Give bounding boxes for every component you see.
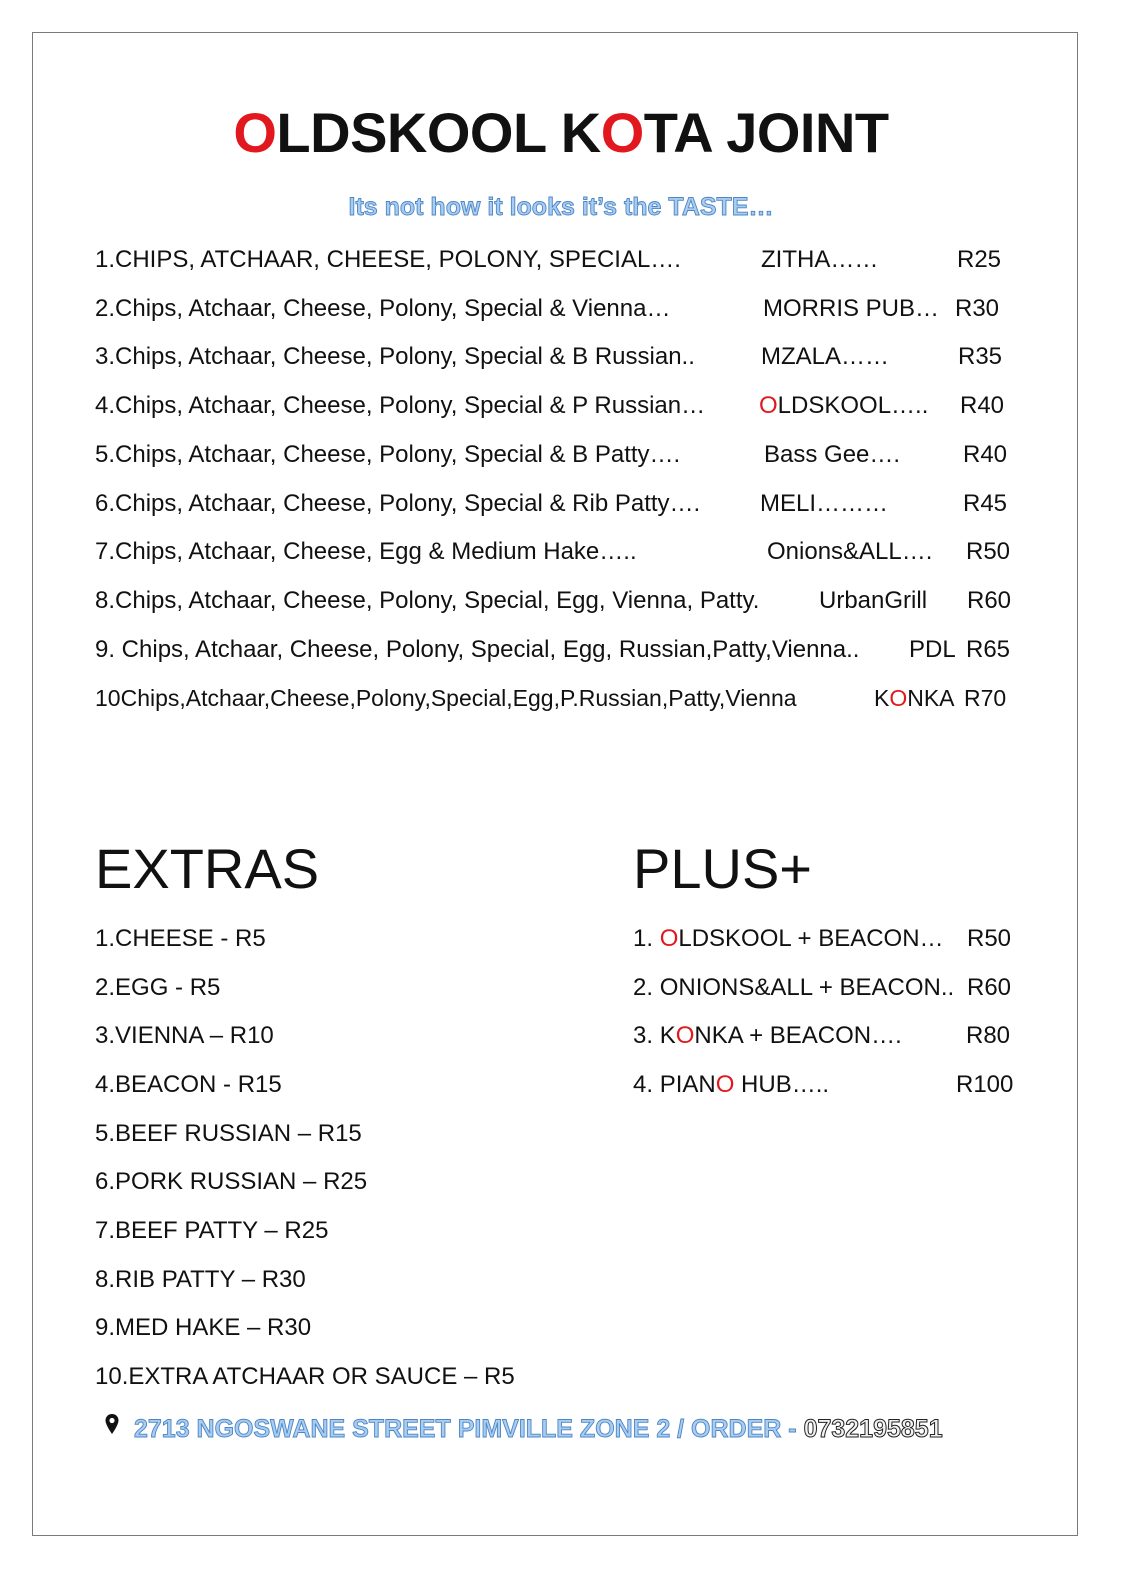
- plus-item-label: [633, 974, 954, 1002]
- plus-item-label: [633, 1022, 902, 1050]
- menu-item-price: R25: [957, 246, 1002, 273]
- title-red-o: O: [233, 101, 277, 164]
- plus-num: 3.: [633, 1022, 660, 1049]
- plus-text: NKA + BEACON….: [694, 1022, 902, 1049]
- menu-item-desc: 9. Chips, Atchaar, Cheese, Polony, Special, Egg, Russian,Patty,Vienna..: [95, 636, 860, 663]
- menu-item-desc: 10Chips,Atchaar,Cheese,Polony,Special,Egg,P.Russian,Patty,Vienna: [95, 685, 797, 711]
- menu-item-desc: 2.Chips, Atchaar, Cheese, Polony, Special & Vienna…: [95, 295, 671, 322]
- extras-item: 6.PORK RUSSIAN – R25: [95, 1168, 368, 1195]
- menu-item-price: R30: [955, 295, 1000, 322]
- plus-text: ONIONS&ALL + BEACON..: [659, 974, 955, 1001]
- menu-item-desc: 5.Chips, Atchaar, Cheese, Polony, Special & B Patty….: [95, 441, 681, 468]
- plus-item-label: [633, 1071, 829, 1099]
- extras-item: 9.MED HAKE – R30: [95, 1314, 312, 1341]
- title-red-o: O: [600, 101, 644, 164]
- menu-item-desc: 7.Chips, Atchaar, Cheese, Egg & Medium Hake…..: [95, 538, 637, 565]
- menu-item-price: R35: [958, 343, 1003, 370]
- tagline: Its not how it looks it’s the TASTE…: [348, 193, 774, 221]
- red-o: O: [715, 1071, 735, 1098]
- red-o: O: [889, 685, 908, 711]
- menu-item-price: R60: [967, 587, 1012, 614]
- extras-item: 5.BEEF RUSSIAN – R15: [95, 1120, 362, 1147]
- menu-item-price: R45: [963, 490, 1008, 517]
- plus-item-price: R80: [966, 1022, 1011, 1049]
- plus-num: 2.: [633, 974, 660, 1001]
- menu-item-name: MORRIS PUB…: [763, 295, 940, 322]
- plus-text: LDSKOOL + BEACON…: [678, 925, 944, 952]
- menu-item-desc: 4.Chips, Atchaar, Cheese, Polony, Special & P Russian…: [95, 392, 706, 419]
- menu-item-price: R70: [964, 685, 1007, 711]
- extras-item: 8.RIB PATTY – R30: [95, 1266, 306, 1293]
- title-part: TA JOINT: [643, 101, 889, 164]
- plus-num: 4.: [633, 1071, 660, 1098]
- plus-item-label: [633, 925, 944, 953]
- red-o: O: [675, 1022, 695, 1049]
- plus-text: PIAN: [659, 1071, 716, 1098]
- menu-item-desc: 6.Chips, Atchaar, Cheese, Polony, Special & Rib Patty….: [95, 490, 701, 517]
- menu-item-price: R65: [966, 636, 1011, 663]
- menu-item-name: MELI………: [760, 490, 889, 517]
- extras-item: 4.BEACON - R15: [95, 1071, 282, 1098]
- name-part: K: [874, 685, 890, 711]
- red-o: O: [659, 925, 679, 952]
- menu-item-price: R40: [960, 392, 1005, 419]
- plus-num: 1.: [633, 925, 660, 952]
- extras-item: 10.EXTRA ATCHAAR OR SAUCE – R5: [95, 1363, 515, 1390]
- red-o: O: [759, 392, 778, 419]
- menu-item-name: ZITHA……: [761, 246, 879, 273]
- menu-item-name: [759, 392, 928, 420]
- name-part: LDSKOOL…..: [777, 392, 929, 419]
- plus-text: HUB…..: [734, 1071, 830, 1098]
- extras-item: 7.BEEF PATTY – R25: [95, 1217, 329, 1244]
- extras-item: 1.CHEESE - R5: [95, 925, 266, 952]
- plus-text: K: [659, 1022, 676, 1049]
- phone-number: 0732195851: [803, 1415, 943, 1443]
- menu-item-name: PDL: [909, 636, 956, 663]
- menu-item-name: Bass Gee….: [764, 441, 901, 468]
- plus-item-price: R50: [967, 925, 1012, 952]
- name-part: NKA: [907, 685, 955, 711]
- plus-heading: PLUS+: [633, 837, 812, 900]
- menu-item-price: R40: [963, 441, 1008, 468]
- menu-item-name: UrbanGrill: [819, 587, 928, 614]
- menu-item-desc: 8.Chips, Atchaar, Cheese, Polony, Special, Egg, Vienna, Patty.: [95, 587, 760, 614]
- menu-item-desc: 3.Chips, Atchaar, Cheese, Polony, Special & B Russian..: [95, 343, 695, 370]
- menu-item-name: MZALA……: [761, 343, 890, 370]
- page-title: [0, 100, 1122, 165]
- location-pin-icon: [104, 1413, 120, 1437]
- menu-item-name: [874, 685, 955, 712]
- title-part: LDSKOOL K: [276, 101, 601, 164]
- plus-item-price: R100: [956, 1071, 1014, 1098]
- extras-item: 2.EGG - R5: [95, 974, 221, 1001]
- plus-item-price: R60: [967, 974, 1012, 1001]
- menu-item-desc: 1.CHIPS, ATCHAAR, CHEESE, POLONY, SPECIAL….: [95, 246, 681, 273]
- menu-item-price: R50: [966, 538, 1011, 565]
- extras-item: 3.VIENNA – R10: [95, 1022, 274, 1049]
- address-text: [134, 1415, 943, 1444]
- menu-item-name: Onions&ALL….: [767, 538, 933, 565]
- address-line: 2713 NGOSWANE STREET PIMVILLE ZONE 2 / ORDER -: [134, 1415, 804, 1443]
- extras-heading: EXTRAS: [95, 837, 320, 900]
